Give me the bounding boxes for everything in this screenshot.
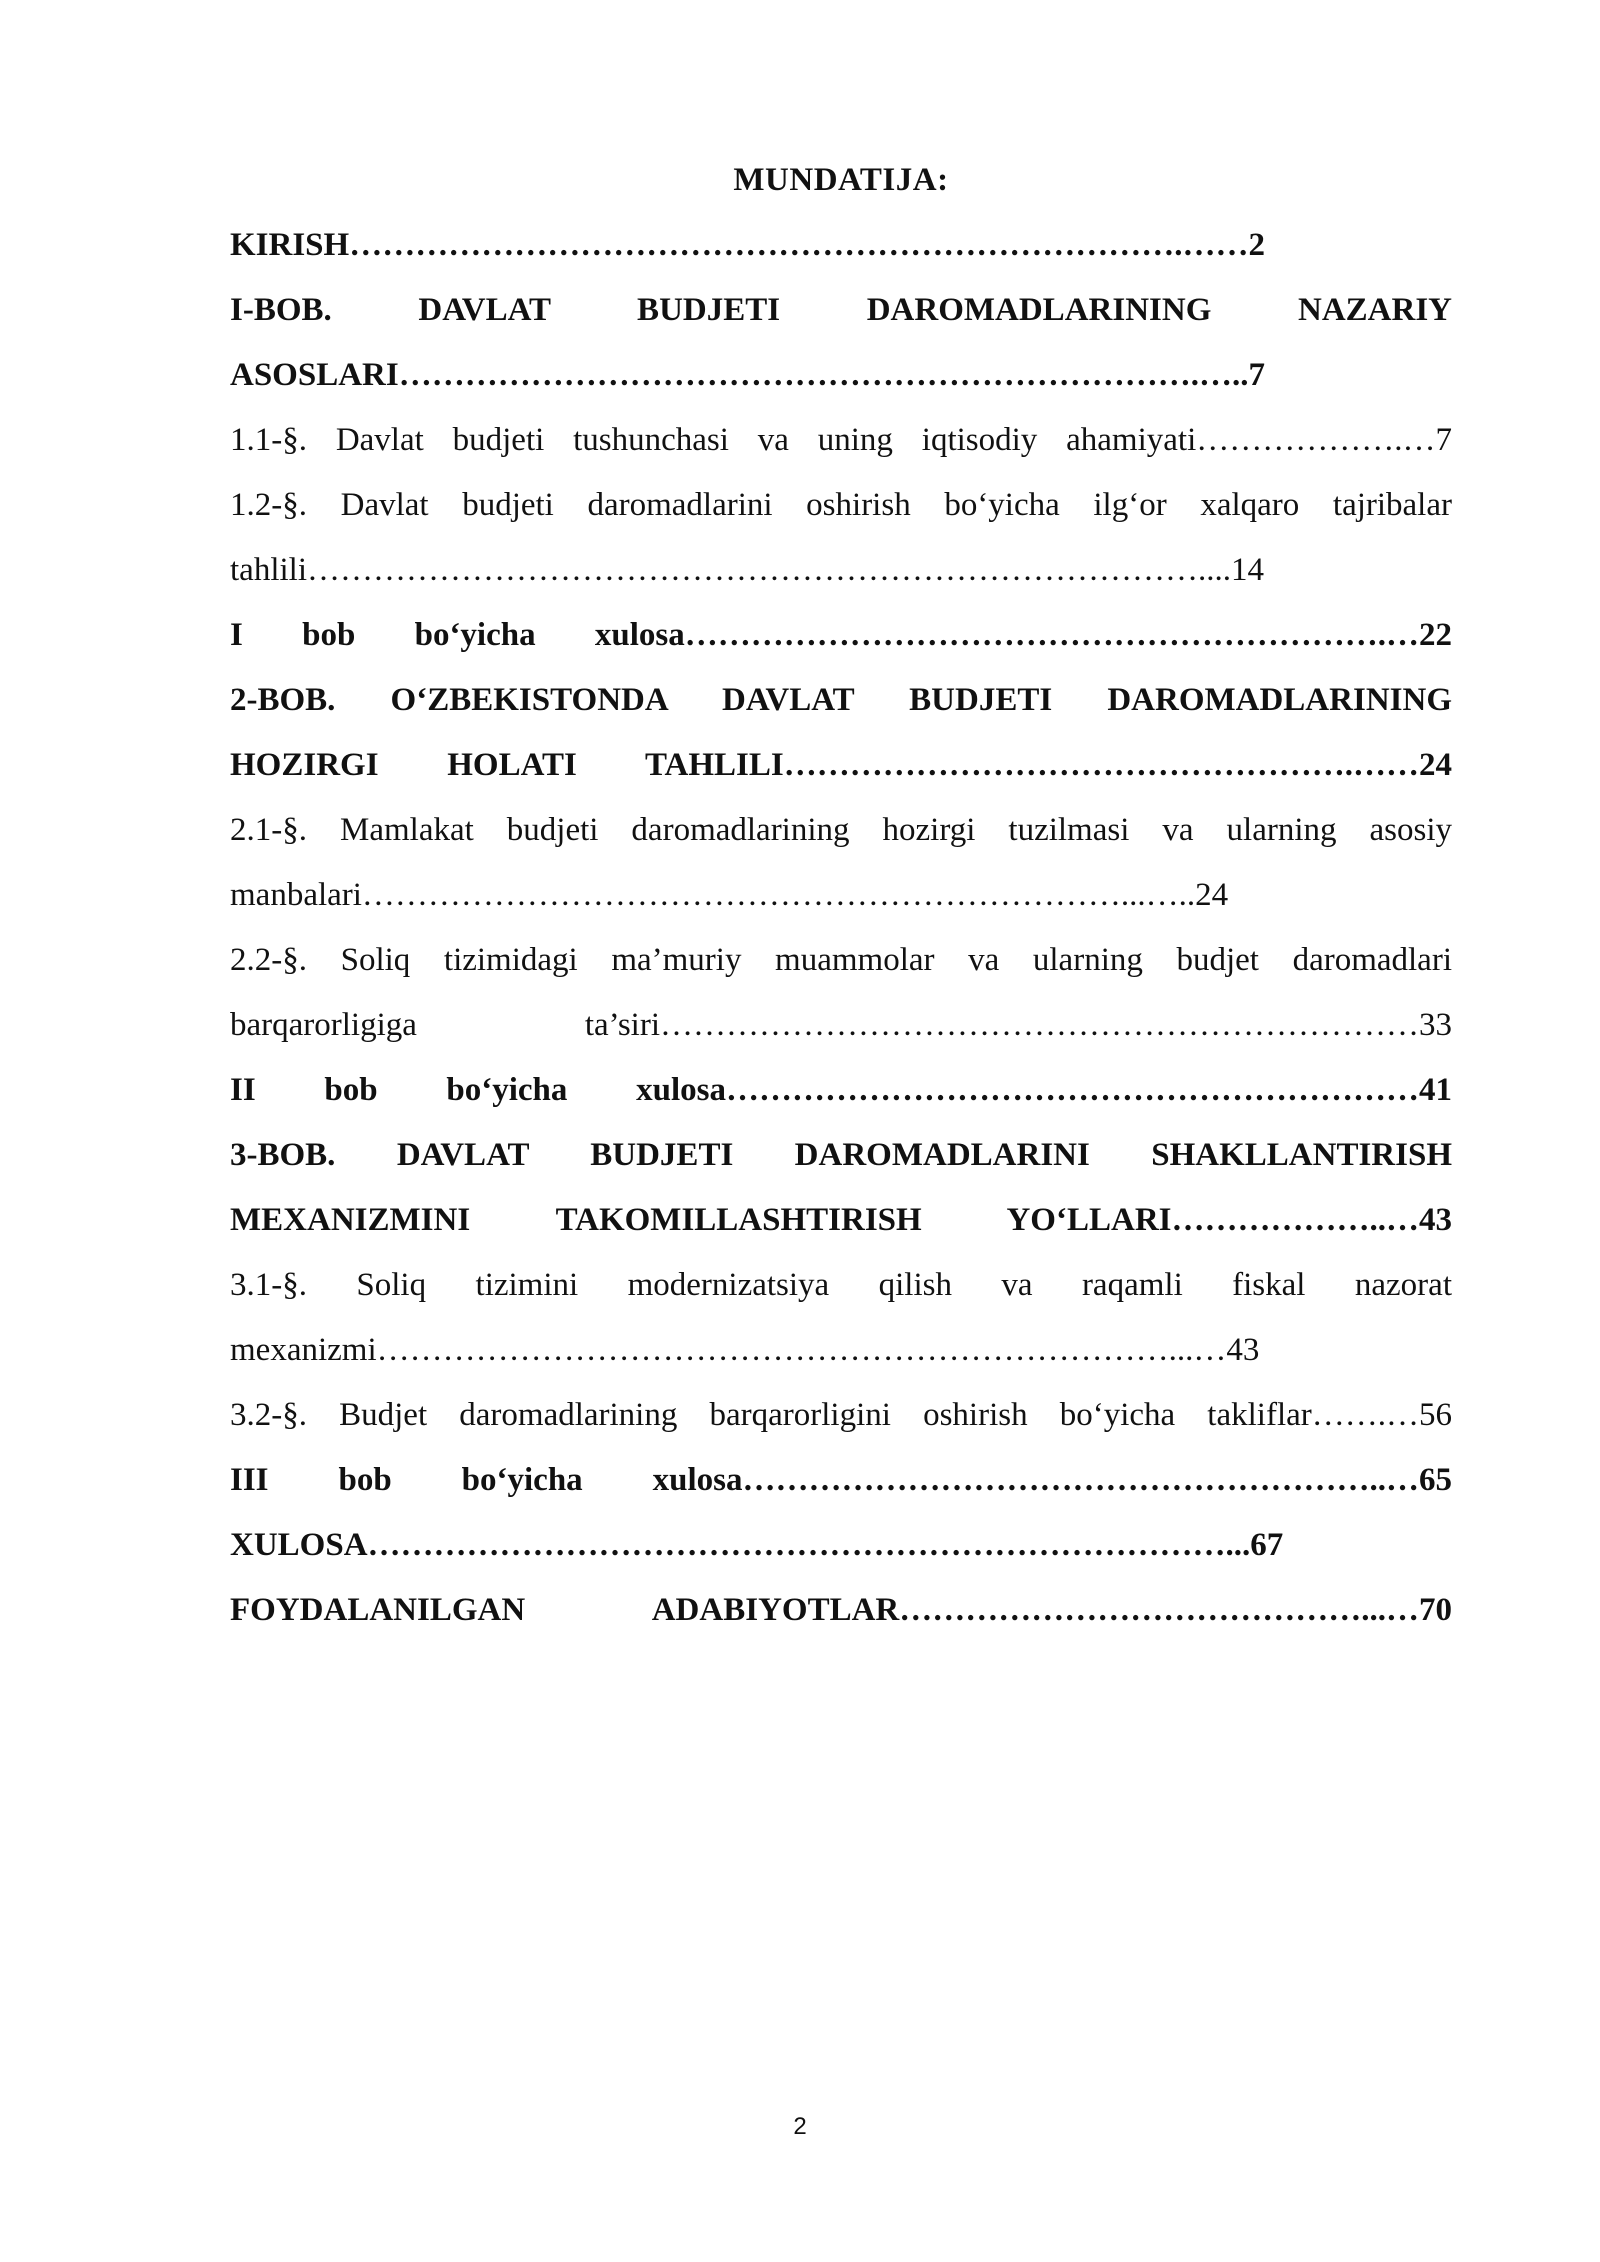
toc-entry-line: 3.2-§. Budjet daromadlarining barqarorligini oshirish bo‘yicha takliflar…….…56: [230, 1397, 1452, 1433]
toc-entry-line: II bob bo‘yicha xulosa………………………………………………………41: [230, 1072, 1452, 1108]
toc-entry-line: 2-BOB. O‘ZBEKISTONDA DAVLAT BUDJETI DAROMADLARINING: [230, 682, 1452, 718]
toc-entry-line: HOZIRGI HOLATI TAHLILI…………………………………………….……24: [230, 747, 1452, 783]
toc-entry-line: tahlili………………………………………………………………………....14: [230, 552, 1264, 588]
toc-entry-line: ASOSLARI……………………………………………………………….…..7: [230, 357, 1265, 393]
toc-title: MUNDATIJA:: [733, 162, 949, 198]
page-number: 2: [793, 2113, 807, 2140]
toc-entry-line: 2.1-§. Mamlakat budjeti daromadlarining hozirgi tuzilmasi va ularning asosiy: [230, 812, 1452, 848]
toc-entry-line: manbalari……………………………………………………………...…..24: [230, 877, 1229, 913]
toc-entry-line: MEXANIZMINI TAKOMILLASHTIRISH YO‘LLARI………………..…43: [230, 1202, 1452, 1238]
toc-entry-line: 1.1-§. Davlat budjeti tushunchasi va uning iqtisodiy ahamiyati……………….…7: [230, 422, 1452, 458]
toc-entry-line: KIRISH………………………………………………………………….……2: [230, 227, 1265, 263]
toc-entry-line: barqarorligiga ta’siri……………………………………………………………33: [230, 1007, 1452, 1043]
toc-entry-line: 3.1-§. Soliq tizimini modernizatsiya qilish va raqamli fiskal nazorat: [230, 1267, 1452, 1303]
toc-entry-line: III bob bo‘yicha xulosa…………………………………………………..…65: [230, 1462, 1452, 1498]
toc-entry-line: I bob bo‘yicha xulosa……………………………………………………….…22: [230, 617, 1452, 653]
toc-entry-line: FOYDALANILGAN ADABIYOTLAR……………………………………...…70: [230, 1592, 1452, 1628]
toc-entries: [230, 213, 1452, 1643]
toc-entry-line: 3-BOB. DAVLAT BUDJETI DAROMADLARINI SHAKLLANTIRISH: [230, 1137, 1452, 1173]
toc-entry-line: mexanizmi………………………………………………………………...…43: [230, 1332, 1260, 1368]
table-of-contents: [230, 148, 1452, 1643]
toc-entry-line: I-BOB. DAVLAT BUDJETI DAROMADLARINING NAZARIY: [230, 292, 1452, 328]
toc-entry-line: XULOSA……………………………………………………………………...67: [230, 1527, 1284, 1563]
toc-entry-line: 2.2-§. Soliq tizimidagi ma’muriy muammolar va ularning budjet daromadlari: [230, 942, 1452, 978]
toc-entry-line: 1.2-§. Davlat budjeti daromadlarini oshirish bo‘yicha ilg‘or xalqaro tajribalar: [230, 487, 1452, 523]
